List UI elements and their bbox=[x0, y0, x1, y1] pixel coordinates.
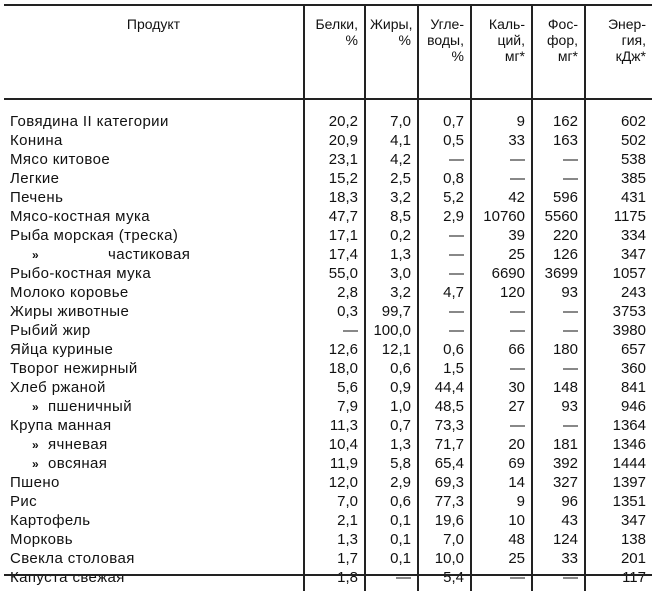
cell-energy: 1057 bbox=[585, 264, 652, 283]
product-name: Пшено bbox=[10, 474, 60, 491]
cell-phosphorus: 3699 bbox=[532, 264, 585, 283]
cell-carbs: 0,5 bbox=[418, 131, 471, 150]
cell-protein: 1,7 bbox=[304, 549, 365, 568]
cell-phosphorus: 33 bbox=[532, 549, 585, 568]
cell-energy: 334 bbox=[585, 226, 652, 245]
cell-phosphorus: 96 bbox=[532, 492, 585, 511]
cell-product bbox=[4, 131, 304, 150]
product-name: Хлеб ржаной bbox=[10, 379, 106, 396]
cell-product bbox=[4, 302, 304, 321]
cell-carbs: 77,3 bbox=[418, 492, 471, 511]
spacer-row bbox=[4, 99, 652, 112]
header-text: воды, bbox=[427, 32, 464, 48]
cell-protein: 17,1 bbox=[304, 226, 365, 245]
cell-calcium: 48 bbox=[471, 530, 532, 549]
cell-energy: 360 bbox=[585, 359, 652, 378]
cell-calcium: 33 bbox=[471, 131, 532, 150]
product-name: Жиры животные bbox=[10, 303, 130, 320]
cell-phosphorus: 163 bbox=[532, 131, 585, 150]
cell-calcium: — bbox=[471, 150, 532, 169]
product-name: Крупа манная bbox=[10, 417, 112, 434]
cell-phosphorus: 43 bbox=[532, 511, 585, 530]
product-name: Морковь bbox=[10, 531, 74, 548]
table-row bbox=[4, 112, 652, 131]
nutrition-table bbox=[4, 4, 652, 591]
table-row bbox=[4, 568, 652, 591]
header-text: Фос- bbox=[547, 16, 578, 32]
table-row bbox=[4, 492, 652, 511]
cell-fat: 0,9 bbox=[365, 378, 418, 397]
product-name: Яйца куриные bbox=[10, 341, 114, 358]
cell-energy: 502 bbox=[585, 131, 652, 150]
cell-protein: 11,3 bbox=[304, 416, 365, 435]
table-row bbox=[4, 226, 652, 245]
cell-fat: 4,1 bbox=[365, 131, 418, 150]
cell-protein: 20,9 bbox=[304, 131, 365, 150]
cell-calcium: 25 bbox=[471, 245, 532, 264]
cell-fat: 1,0 bbox=[365, 397, 418, 416]
cell-protein: 5,6 bbox=[304, 378, 365, 397]
table-row bbox=[4, 511, 652, 530]
cell-protein: 1,8 bbox=[304, 568, 365, 591]
cell-product bbox=[4, 549, 304, 568]
cell-carbs: — bbox=[418, 302, 471, 321]
cell-fat: 1,3 bbox=[365, 435, 418, 454]
cell-fat: 3,2 bbox=[365, 283, 418, 302]
cell-carbs: 48,5 bbox=[418, 397, 471, 416]
header-text: % bbox=[451, 48, 464, 64]
cell-protein: 2,1 bbox=[304, 511, 365, 530]
cell-carbs: — bbox=[418, 245, 471, 264]
cell-product bbox=[4, 359, 304, 378]
cell-product bbox=[4, 416, 304, 435]
cell-protein: 12,0 bbox=[304, 473, 365, 492]
cell-phosphorus: — bbox=[532, 321, 585, 340]
cell-energy: 431 bbox=[585, 188, 652, 207]
cell-carbs: 69,3 bbox=[418, 473, 471, 492]
table-row bbox=[4, 188, 652, 207]
product-name: Говядина II категории bbox=[10, 113, 169, 130]
cell-phosphorus: — bbox=[532, 302, 585, 321]
cell-carbs: 65,4 bbox=[418, 454, 471, 473]
cell-phosphorus: 124 bbox=[532, 530, 585, 549]
header-protein bbox=[304, 5, 365, 99]
ditto-mark: » bbox=[32, 437, 40, 452]
cell-fat: 3,2 bbox=[365, 188, 418, 207]
table-row bbox=[4, 321, 652, 340]
cell-fat: 3,0 bbox=[365, 264, 418, 283]
header-calcium bbox=[471, 5, 532, 99]
table-row bbox=[4, 378, 652, 397]
cell-carbs: 73,3 bbox=[418, 416, 471, 435]
cell-protein: 10,4 bbox=[304, 435, 365, 454]
cell-phosphorus: 181 bbox=[532, 435, 585, 454]
table-row bbox=[4, 454, 652, 473]
cell-fat: — bbox=[365, 568, 418, 591]
cell-product bbox=[4, 397, 304, 416]
cell-energy: 347 bbox=[585, 511, 652, 530]
table-row bbox=[4, 245, 652, 264]
cell-protein: — bbox=[304, 321, 365, 340]
cell-product bbox=[4, 150, 304, 169]
table-row bbox=[4, 530, 652, 549]
product-name: Мясо-костная мука bbox=[10, 208, 150, 225]
cell-phosphorus: 162 bbox=[532, 112, 585, 131]
cell-energy: 657 bbox=[585, 340, 652, 359]
header-text: Угле- bbox=[430, 16, 464, 32]
product-name: частиковая bbox=[108, 245, 191, 263]
cell-fat: 0,7 bbox=[365, 416, 418, 435]
cell-energy: 1364 bbox=[585, 416, 652, 435]
cell-fat: 4,2 bbox=[365, 150, 418, 169]
cell-product bbox=[4, 530, 304, 549]
cell-phosphorus: 392 bbox=[532, 454, 585, 473]
cell-protein: 11,9 bbox=[304, 454, 365, 473]
cell-fat: 7,0 bbox=[365, 112, 418, 131]
cell-energy: 347 bbox=[585, 245, 652, 264]
table-row bbox=[4, 302, 652, 321]
cell-product bbox=[4, 511, 304, 530]
cell-protein: 23,1 bbox=[304, 150, 365, 169]
cell-carbs: 44,4 bbox=[418, 378, 471, 397]
header-carbs bbox=[418, 5, 471, 99]
header-phosphorus bbox=[532, 5, 585, 99]
cell-phosphorus: 126 bbox=[532, 245, 585, 264]
cell-carbs: 5,4 bbox=[418, 568, 471, 591]
cell-energy: 3980 bbox=[585, 321, 652, 340]
product-name: Рыба морская (треска) bbox=[10, 227, 179, 244]
table-row bbox=[4, 359, 652, 378]
cell-calcium: 6690 bbox=[471, 264, 532, 283]
header-text: кДж* bbox=[615, 48, 646, 64]
cell-product bbox=[4, 492, 304, 511]
header-text: Каль- bbox=[488, 16, 525, 32]
bottom-rule bbox=[4, 574, 652, 576]
cell-calcium: 9 bbox=[471, 112, 532, 131]
cell-energy: 201 bbox=[585, 549, 652, 568]
product-name: Свекла столовая bbox=[10, 550, 135, 567]
cell-energy: 243 bbox=[585, 283, 652, 302]
product-name: Конина bbox=[10, 132, 63, 149]
header-product-label: Продукт bbox=[126, 16, 181, 32]
cell-protein: 15,2 bbox=[304, 169, 365, 188]
cell-phosphorus: 180 bbox=[532, 340, 585, 359]
header-text: Энер- bbox=[607, 16, 646, 32]
cell-protein: 2,8 bbox=[304, 283, 365, 302]
cell-phosphorus: — bbox=[532, 568, 585, 591]
cell-energy: 1351 bbox=[585, 492, 652, 511]
cell-product bbox=[4, 245, 304, 264]
cell-phosphorus: 596 bbox=[532, 188, 585, 207]
header-text: Жиры, bbox=[370, 16, 413, 32]
cell-energy: 117 bbox=[585, 568, 652, 591]
cell-energy: 138 bbox=[585, 530, 652, 549]
cell-carbs: 2,9 bbox=[418, 207, 471, 226]
cell-calcium: — bbox=[471, 359, 532, 378]
product-name: Творог нежирный bbox=[10, 360, 138, 377]
cell-protein: 0,3 bbox=[304, 302, 365, 321]
cell-product bbox=[4, 340, 304, 359]
product-name: Молоко коровье bbox=[10, 284, 129, 301]
cell-fat: 1,3 bbox=[365, 245, 418, 264]
cell-product bbox=[4, 435, 304, 454]
header-text: фор, bbox=[547, 32, 578, 48]
header-text: % bbox=[398, 32, 411, 48]
cell-energy: 538 bbox=[585, 150, 652, 169]
table-row bbox=[4, 473, 652, 492]
cell-protein: 47,7 bbox=[304, 207, 365, 226]
header-text: ций, bbox=[497, 32, 525, 48]
product-name: пшеничный bbox=[48, 397, 133, 415]
cell-calcium: 27 bbox=[471, 397, 532, 416]
cell-phosphorus: — bbox=[532, 150, 585, 169]
cell-carbs: — bbox=[418, 226, 471, 245]
cell-carbs: 4,7 bbox=[418, 283, 471, 302]
cell-phosphorus: 93 bbox=[532, 397, 585, 416]
header-text: % bbox=[345, 32, 358, 48]
cell-product bbox=[4, 568, 304, 591]
cell-phosphorus: 5560 bbox=[532, 207, 585, 226]
header-text: мг* bbox=[557, 48, 578, 64]
cell-calcium: 120 bbox=[471, 283, 532, 302]
table-row bbox=[4, 549, 652, 568]
cell-calcium: 10760 bbox=[471, 207, 532, 226]
ditto-mark: » bbox=[32, 456, 40, 471]
table-row bbox=[4, 150, 652, 169]
cell-calcium: 42 bbox=[471, 188, 532, 207]
cell-energy: 841 bbox=[585, 378, 652, 397]
cell-energy: 1175 bbox=[585, 207, 652, 226]
cell-carbs: — bbox=[418, 264, 471, 283]
product-name: Легкие bbox=[10, 170, 60, 187]
cell-phosphorus: 148 bbox=[532, 378, 585, 397]
product-name: Рыбий жир bbox=[10, 322, 91, 339]
cell-energy: 602 bbox=[585, 112, 652, 131]
table-row bbox=[4, 416, 652, 435]
cell-phosphorus: — bbox=[532, 169, 585, 188]
cell-fat: 8,5 bbox=[365, 207, 418, 226]
cell-phosphorus: 93 bbox=[532, 283, 585, 302]
cell-fat: 12,1 bbox=[365, 340, 418, 359]
cell-energy: 3753 bbox=[585, 302, 652, 321]
cell-phosphorus: 327 bbox=[532, 473, 585, 492]
cell-fat: 100,0 bbox=[365, 321, 418, 340]
cell-calcium: — bbox=[471, 568, 532, 591]
cell-phosphorus: — bbox=[532, 416, 585, 435]
cell-phosphorus: 220 bbox=[532, 226, 585, 245]
cell-fat: 0,6 bbox=[365, 492, 418, 511]
cell-fat: 2,9 bbox=[365, 473, 418, 492]
cell-calcium: — bbox=[471, 416, 532, 435]
cell-product bbox=[4, 112, 304, 131]
cell-product bbox=[4, 454, 304, 473]
cell-fat: 99,7 bbox=[365, 302, 418, 321]
header-text: мг* bbox=[504, 48, 525, 64]
product-name: Печень bbox=[10, 189, 64, 206]
cell-protein: 17,4 bbox=[304, 245, 365, 264]
table-row bbox=[4, 264, 652, 283]
cell-calcium: 69 bbox=[471, 454, 532, 473]
header-energy bbox=[585, 5, 652, 99]
cell-calcium: 66 bbox=[471, 340, 532, 359]
cell-protein: 20,2 bbox=[304, 112, 365, 131]
product-name: Картофель bbox=[10, 512, 91, 529]
table-row bbox=[4, 169, 652, 188]
table-body bbox=[4, 99, 652, 591]
cell-carbs: 0,6 bbox=[418, 340, 471, 359]
cell-product bbox=[4, 378, 304, 397]
cell-carbs: 0,7 bbox=[418, 112, 471, 131]
cell-fat: 0,1 bbox=[365, 530, 418, 549]
cell-protein: 18,3 bbox=[304, 188, 365, 207]
cell-energy: 1397 bbox=[585, 473, 652, 492]
cell-calcium: 25 bbox=[471, 549, 532, 568]
cell-protein: 7,0 bbox=[304, 492, 365, 511]
table-row bbox=[4, 397, 652, 416]
table-row bbox=[4, 207, 652, 226]
product-name: овсяная bbox=[48, 454, 108, 472]
cell-calcium: 14 bbox=[471, 473, 532, 492]
cell-fat: 0,1 bbox=[365, 511, 418, 530]
cell-product bbox=[4, 207, 304, 226]
cell-calcium: — bbox=[471, 321, 532, 340]
cell-energy: 946 bbox=[585, 397, 652, 416]
table-row bbox=[4, 340, 652, 359]
cell-carbs: 7,0 bbox=[418, 530, 471, 549]
cell-protein: 18,0 bbox=[304, 359, 365, 378]
cell-fat: 5,8 bbox=[365, 454, 418, 473]
cell-protein: 55,0 bbox=[304, 264, 365, 283]
table-row bbox=[4, 131, 652, 150]
product-name: Рис bbox=[10, 493, 38, 510]
cell-calcium: 39 bbox=[471, 226, 532, 245]
product-name: Мясо китовое bbox=[10, 151, 111, 168]
header-text: гия, bbox=[621, 32, 646, 48]
cell-carbs: 1,5 bbox=[418, 359, 471, 378]
cell-product bbox=[4, 226, 304, 245]
cell-fat: 0,1 bbox=[365, 549, 418, 568]
cell-carbs: 10,0 bbox=[418, 549, 471, 568]
table-header bbox=[4, 5, 652, 99]
cell-fat: 0,2 bbox=[365, 226, 418, 245]
cell-calcium: — bbox=[471, 169, 532, 188]
header-fat bbox=[365, 5, 418, 99]
cell-carbs: — bbox=[418, 150, 471, 169]
cell-carbs: 5,2 bbox=[418, 188, 471, 207]
cell-calcium: 20 bbox=[471, 435, 532, 454]
cell-product bbox=[4, 264, 304, 283]
cell-product bbox=[4, 473, 304, 492]
cell-protein: 12,6 bbox=[304, 340, 365, 359]
cell-fat: 0,6 bbox=[365, 359, 418, 378]
product-name: Рыбо-костная мука bbox=[10, 265, 152, 282]
cell-calcium: 30 bbox=[471, 378, 532, 397]
cell-phosphorus: — bbox=[532, 359, 585, 378]
cell-product bbox=[4, 283, 304, 302]
cell-energy: 385 bbox=[585, 169, 652, 188]
cell-energy: 1444 bbox=[585, 454, 652, 473]
cell-calcium: 10 bbox=[471, 511, 532, 530]
cell-product bbox=[4, 188, 304, 207]
cell-calcium: — bbox=[471, 302, 532, 321]
cell-protein: 1,3 bbox=[304, 530, 365, 549]
product-name: Капуста свежая bbox=[10, 569, 125, 586]
cell-product bbox=[4, 169, 304, 188]
cell-calcium: 9 bbox=[471, 492, 532, 511]
cell-carbs: 0,8 bbox=[418, 169, 471, 188]
ditto-mark: » bbox=[32, 247, 40, 262]
header-text: Белки, bbox=[315, 16, 358, 32]
cell-protein: 7,9 bbox=[304, 397, 365, 416]
cell-carbs: 19,6 bbox=[418, 511, 471, 530]
cell-fat: 2,5 bbox=[365, 169, 418, 188]
ditto-mark: » bbox=[32, 399, 40, 414]
table-row bbox=[4, 435, 652, 454]
cell-carbs: 71,7 bbox=[418, 435, 471, 454]
cell-product bbox=[4, 321, 304, 340]
cell-carbs: — bbox=[418, 321, 471, 340]
table-row bbox=[4, 283, 652, 302]
header-product bbox=[4, 5, 304, 99]
cell-energy: 1346 bbox=[585, 435, 652, 454]
product-name: ячневая bbox=[48, 435, 108, 453]
